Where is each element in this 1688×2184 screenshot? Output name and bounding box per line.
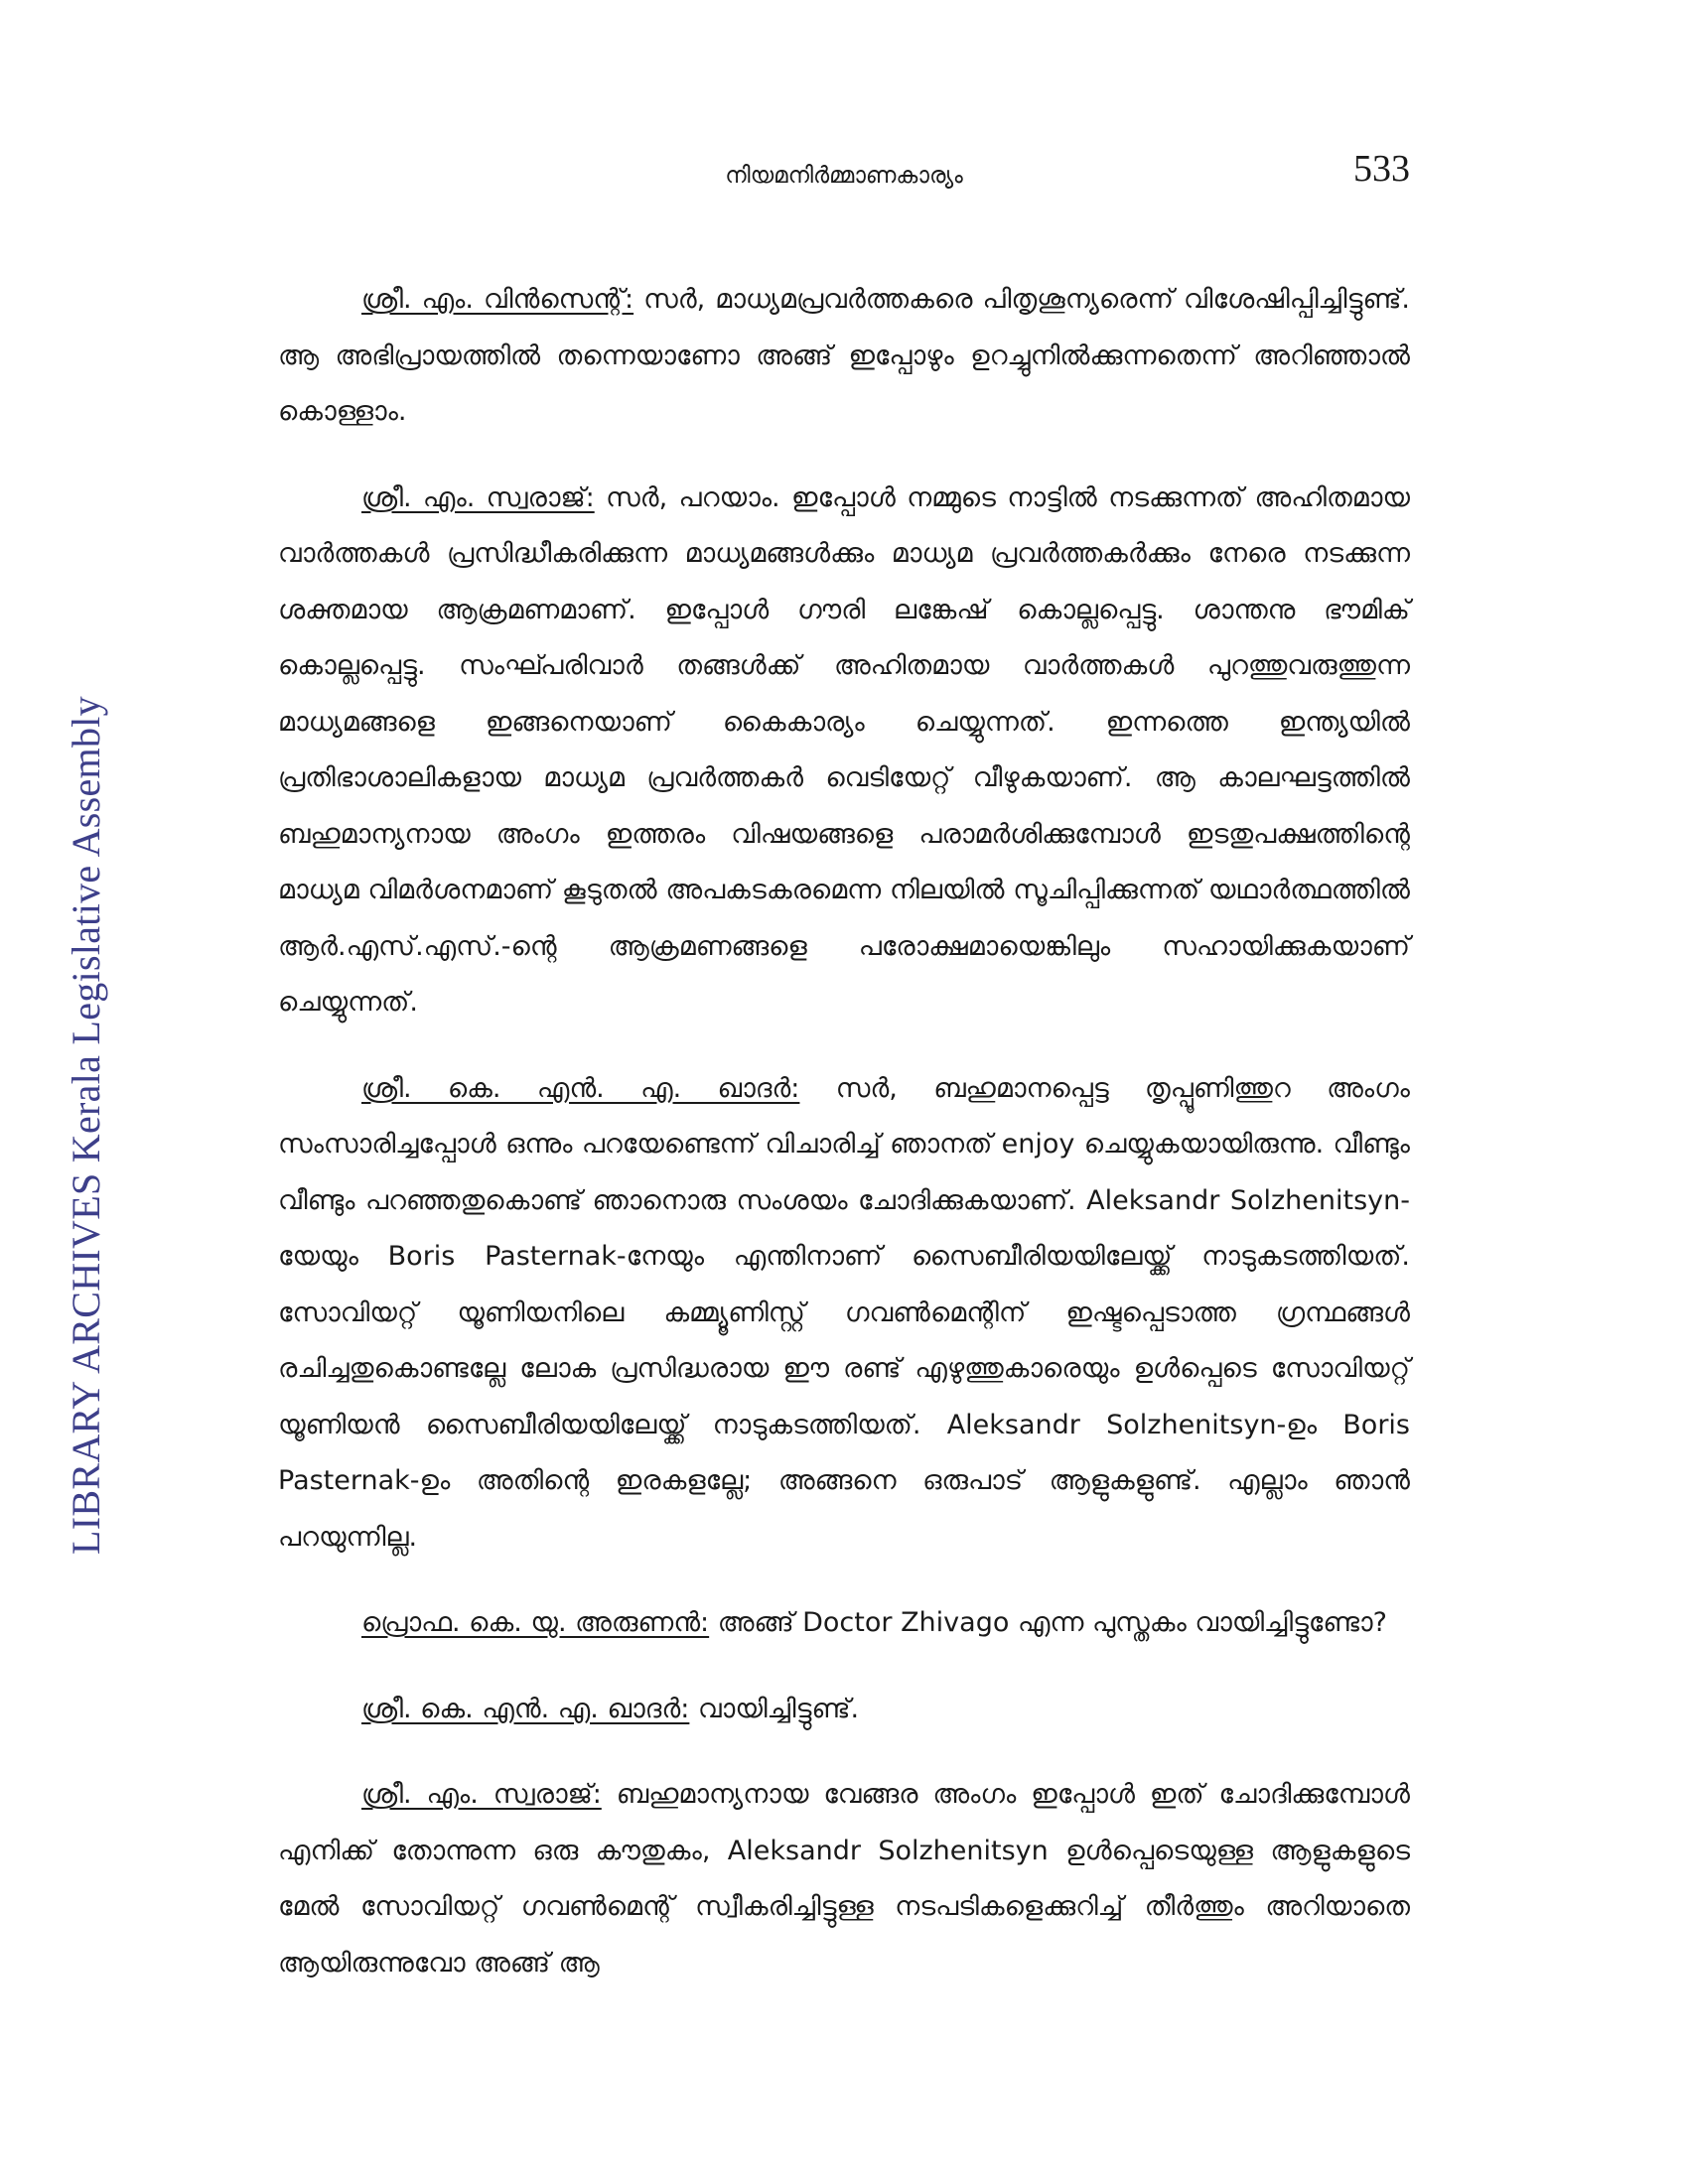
speaker-name: പ്രൊഫ. കെ. യു. അരുണൻ: (361, 1607, 710, 1638)
speaker-name: ശ്രീ. കെ. എൻ. എ. ഖാദർ: (361, 1693, 690, 1724)
paragraph (278, 1061, 1410, 1567)
paragraph (278, 272, 1410, 441)
page-body (278, 272, 1410, 2021)
paragraph (278, 1682, 1410, 1738)
paragraph (278, 1767, 1410, 1991)
speaker-name: ശ്രീ. എം. സ്വരാജ്: (361, 1779, 602, 1810)
speaker-name: ശ്രീ. എം. വിൻസെന്റ്: (361, 284, 634, 315)
paragraph-text: അങ്ങ് Doctor Zhivago എന്ന പുസ്തകം വായിച്ചിട്ടുണ്ടോ? (709, 1607, 1387, 1638)
page-number: 533 (1353, 148, 1410, 190)
paragraph (278, 471, 1410, 1031)
paragraph-text: സർ, ബഹുമാനപ്പെട്ട തൃപ്പൂണിത്തുറ അംഗം സംസാരിച്ചപ്പോൾ ഒന്നും പറയേണ്ടെന്ന് വിചാരിച്ച് ഞാനത് enjoy ചെയ്യുകയായിരുന്നു. വീണ്ടും വീണ്ടും പറഞ്ഞതുകൊണ്ട് ഞാനൊരു സംശയം ചോദിക്കുകയാണ്. Aleksandr Solzhenitsyn-യേയും Boris Pasternak-നേയും എന്തിനാണ് സൈബീരിയയിലേയ്ക്ക് നാടുകടത്തിയത്. സോവിയറ്റ് യൂണിയനിലെ കമ്മ്യൂണിസ്റ്റ് ഗവൺമെന്റിന് ഇഷ്ടപ്പെടാത്ത ഗ്രന്ഥങ്ങൾ രചിച്ചതുകൊണ്ടല്ലേ ലോക പ്രസിദ്ധരായ ഈ രണ്ട് എഴുത്തുകാരെയും ഉൾപ്പെടെ സോവിയറ്റ് യൂണിയൻ സൈബീരിയയിലേയ്ക്ക് നാടുകടത്തിയത്. Aleksandr Solzhenitsyn-ഉം Boris Pasternak-ഉം അതിന്റെ ഇരകളല്ലേ; അങ്ങനെ ഒരുപാട് ആളുകളുണ്ട്. എല്ലാം ഞാൻ പറയുന്നില്ല. (278, 1072, 1410, 1553)
archive-watermark: LIBRARY ARCHIVES Kerala Legislative Assembly (64, 696, 108, 1555)
running-header (278, 147, 1410, 206)
paragraph (278, 1595, 1410, 1652)
paragraph-text: വായിച്ചിട്ടുണ്ട്. (689, 1693, 860, 1724)
speaker-name: ശ്രീ. എം. സ്വരാജ്: (361, 481, 595, 513)
paragraph-text: സർ, പറയാം. ഇപ്പോൾ നമ്മുടെ നാട്ടിൽ നടക്കുന്നത് അഹിതമായ വാർത്തകൾ പ്രസിദ്ധീകരിക്കുന്ന മാധ്യമങ്ങൾക്കും മാധ്യമ പ്രവർത്തകർക്കും നേരെ നടക്കുന്ന ശക്തമായ ആക്രമണമാണ്. ഇപ്പോൾ ഗൗരി ലങ്കേഷ് കൊല്ലപ്പെട്ടു. ശാന്തനു ഭൗമിക് കൊല്ലപ്പെട്ടു. സംഘ്പരിവാർ തങ്ങൾക്ക് അഹിതമായ വാർത്തകൾ പുറത്തുവരുത്തുന്ന മാധ്യമങ്ങളെ ഇങ്ങനെയാണ് കൈകാര്യം ചെയ്യുന്നത്. ഇന്നത്തെ ഇന്ത്യയിൽ പ്രതിഭാശാലികളായ മാധ്യമ പ്രവർത്തകർ വെടിയേറ്റ് വീഴുകയാണ്. ആ കാലഘട്ടത്തിൽ ബഹുമാന്യനായ അംഗം ഇത്തരം വിഷയങ്ങളെ പരാമർശിക്കുമ്പോൾ ഇടതുപക്ഷത്തിന്റെ മാധ്യമ വിമർശനമാണ് കൂടുതൽ അപകടകരമെന്ന നിലയിൽ സൂചിപ്പിക്കുന്നത് യഥാർത്ഥത്തിൽ ആർ.എസ്.എസ്.-ന്റെ ആക്രമണങ്ങളെ പരോക്ഷമായെങ്കിലും സഹായിക്കുകയാണ് ചെയ്യുന്നത്. (278, 481, 1410, 1018)
paragraph-text: ബഹുമാന്യനായ വേങ്ങര അംഗം ഇപ്പോൾ ഇത് ചോദിക്കുമ്പോൾ എനിക്ക് തോന്നുന്ന ഒരു കൗതുകം, Aleksandr Solzhenitsyn ഉൾപ്പെടെയുള്ള ആളുകളുടെ മേൽ സോവിയറ്റ് ഗവൺമെന്റ് സ്വീകരിച്ചിട്ടുള്ള നടപടികളെക്കുറിച്ച് തീർത്തും അറിയാതെ ആയിരുന്നുവോ അങ്ങ് ആ (278, 1779, 1410, 1979)
running-title: നിയമനിർമ്മാണകാര്യം (725, 163, 963, 189)
paragraph-text: സർ, മാധ്യമപ്രവർത്തകരെ പിതൃശൂന്യരെന്ന് വിശേഷിപ്പിച്ചിട്ടുണ്ട്. ആ അഭിപ്രായത്തിൽ തന്നെയാണോ അങ്ങ് ഇപ്പോഴും ഉറച്ചുനിൽക്കുന്നതെന്ന് അറിഞ്ഞാൽ കൊള്ളാം. (278, 284, 1411, 427)
speaker-name: ശ്രീ. കെ. എൻ. എ. ഖാദർ: (361, 1072, 800, 1104)
